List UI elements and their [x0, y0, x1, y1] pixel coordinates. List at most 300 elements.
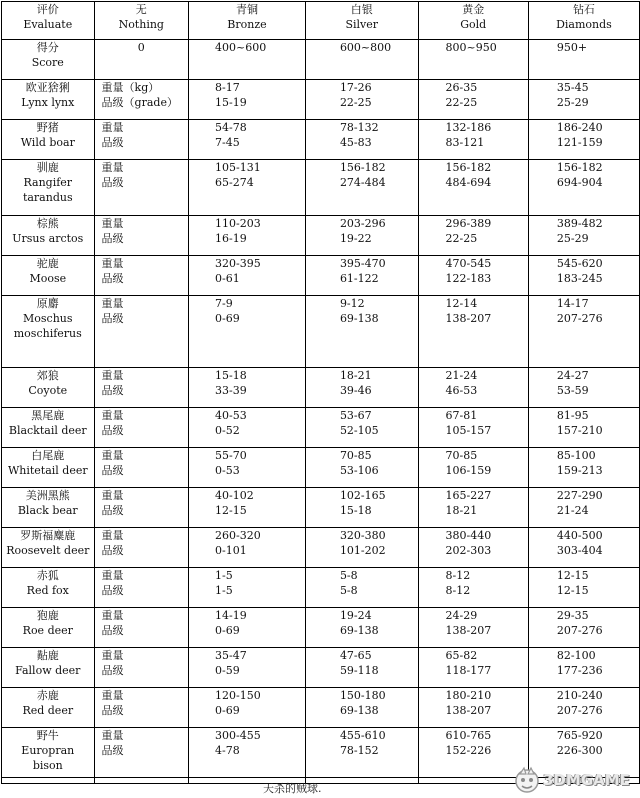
- table-row: [2, 528, 640, 568]
- diamonds-grade-range: 121-159: [556, 136, 603, 149]
- bronze-weight-range: 54-78: [215, 121, 247, 134]
- diamonds-weight-range: 156-182: [556, 161, 603, 174]
- silver-weight-range: 102-165: [339, 489, 386, 502]
- gold-grade-range: 46-53: [445, 384, 478, 397]
- grade-label: 品级: [101, 584, 124, 597]
- gold-weight-range: 380-440: [445, 529, 492, 542]
- bronze-weight-range: 105-131: [215, 161, 261, 174]
- diamonds-weight-range: 186-240: [556, 121, 603, 134]
- diamonds-cell: [528, 448, 639, 488]
- silver-cell: [305, 120, 418, 160]
- score-silver: 600~800: [305, 40, 418, 80]
- silver-weight-range: 18-21: [339, 369, 372, 382]
- diamonds-cell: [528, 608, 639, 648]
- animal-name-cn: 郊狼: [36, 369, 59, 382]
- weight-label: 重量: [101, 649, 124, 662]
- gold-weight-range: 65-82: [445, 649, 478, 662]
- bronze-grade-range: 16-19: [215, 232, 247, 245]
- silver-weight-range: 203-296: [339, 217, 386, 230]
- diamonds-weight-range: 35-45: [556, 81, 589, 94]
- animal-name-cn: 驼鹿: [36, 257, 59, 270]
- silver-grade-range: 101-202: [339, 544, 386, 557]
- silver-cell: [305, 408, 418, 448]
- bronze-grade-range: 0-53: [215, 464, 240, 477]
- bronze-cell: [189, 120, 306, 160]
- silver-weight-range: 5-8: [339, 569, 358, 582]
- gold-weight-range: 26-35: [445, 81, 478, 94]
- animal-name-black-bear: [2, 488, 95, 528]
- diamonds-cell: [528, 568, 639, 608]
- gold-weight-range: 70-85: [445, 449, 478, 462]
- animal-name-en: Coyote: [28, 384, 68, 397]
- diamonds-cell: [528, 648, 639, 688]
- bronze-grade-range: 1-5: [215, 584, 233, 597]
- score-nothing: 0: [94, 40, 188, 80]
- table-row: [2, 160, 640, 216]
- animal-name-europran-bison: [2, 728, 95, 784]
- silver-grade-range: 53-106: [339, 464, 379, 477]
- animal-name-en: Fallow deer: [15, 664, 81, 677]
- animal-name-cn: 黇鹿: [36, 649, 59, 662]
- diamonds-weight-range: 29-35: [556, 609, 589, 622]
- gold-weight-range: 165-227: [445, 489, 492, 502]
- grade-label: 品级: [101, 384, 124, 397]
- hunting-score-table: [1, 1, 640, 784]
- animal-name-cn: 原麝: [36, 297, 59, 310]
- gold-cell: [418, 488, 528, 528]
- diamonds-cell: [528, 296, 639, 368]
- silver-weight-range: 455-610: [339, 729, 386, 742]
- animal-name-en: Roosevelt deer: [6, 544, 90, 557]
- weight-label: 重量: [101, 489, 124, 502]
- silver-grade-range: 61-122: [339, 272, 379, 285]
- silver-cell: [305, 80, 418, 120]
- table-row: [2, 688, 640, 728]
- metric-labels: [94, 568, 188, 608]
- header-row: [2, 2, 640, 40]
- gold-weight-range: 470-545: [445, 257, 492, 270]
- gold-cell: [418, 216, 528, 256]
- metric-labels: [94, 728, 188, 784]
- gold-grade-range: 106-159: [445, 464, 492, 477]
- silver-cell: [305, 528, 418, 568]
- silver-cell: [305, 568, 418, 608]
- bronze-grade-range: 0-69: [215, 704, 240, 717]
- animal-name-en: Wild boar: [20, 136, 75, 149]
- diamonds-weight-range: 82-100: [556, 649, 596, 662]
- bronze-grade-range: 0-69: [215, 312, 240, 325]
- score-diamonds: 950+: [528, 40, 639, 80]
- animal-name-cn: 白尾鹿: [31, 449, 65, 462]
- silver-weight-range: 19-24: [339, 609, 372, 622]
- bronze-weight-range: 320-395: [215, 257, 261, 270]
- bronze-cell: [189, 160, 306, 216]
- bronze-cell: [189, 448, 306, 488]
- weight-label: 重量: [101, 121, 124, 134]
- diamonds-weight-range: 85-100: [556, 449, 596, 462]
- silver-grade-range: 45-83: [339, 136, 372, 149]
- animal-name-en: tarandus: [22, 191, 73, 204]
- bronze-cell: [189, 256, 306, 296]
- diamonds-grade-range: 207-276: [556, 312, 603, 325]
- metric-labels: [94, 160, 188, 216]
- gold-cell: [418, 688, 528, 728]
- animal-name-moschus-moschiferus: [2, 296, 95, 368]
- gold-grade-range: 18-21: [445, 504, 478, 517]
- animal-name-en: Red deer: [22, 704, 74, 717]
- diamonds-weight-range: 210-240: [556, 689, 603, 702]
- bronze-cell: [189, 728, 306, 784]
- table-row: [2, 488, 640, 528]
- diamonds-grade-range: 694-904: [556, 176, 603, 189]
- animal-name-en: moschiferus: [13, 327, 82, 340]
- silver-weight-range: 53-67: [339, 409, 372, 422]
- grade-label: 品级: [101, 136, 124, 149]
- gold-weight-range: 296-389: [445, 217, 492, 230]
- grade-label: 品级: [101, 544, 124, 557]
- animal-name-en: Blacktail deer: [8, 424, 87, 437]
- grade-label: 品级（grade）: [101, 96, 178, 109]
- grade-label: 品级: [101, 464, 124, 477]
- diamonds-grade-range: 157-210: [556, 424, 603, 437]
- header-diamonds: 钻石 Diamonds: [528, 2, 639, 40]
- score-gold: 800~950: [418, 40, 528, 80]
- diamonds-grade-range: 21-24: [556, 504, 589, 517]
- diamonds-weight-range: 440-500: [556, 529, 603, 542]
- table-row: [2, 648, 640, 688]
- bronze-grade-range: 7-45: [215, 136, 240, 149]
- animal-name-cn: 黑尾鹿: [31, 409, 65, 422]
- animal-name-cn: 棕熊: [36, 217, 59, 230]
- grade-label: 品级: [101, 504, 124, 517]
- bronze-cell: [189, 648, 306, 688]
- animal-name-cn: 野猪: [36, 121, 59, 134]
- animal-name-en: Whitetail deer: [7, 464, 88, 477]
- bronze-cell: [189, 216, 306, 256]
- diamonds-weight-range: 765-920: [556, 729, 603, 742]
- silver-weight-range: 320-380: [339, 529, 386, 542]
- diamonds-grade-range: 25-29: [556, 232, 589, 245]
- diamonds-cell: [528, 160, 639, 216]
- gold-weight-range: 156-182: [445, 161, 492, 174]
- diamonds-weight-range: 81-95: [556, 409, 589, 422]
- table-row: [2, 448, 640, 488]
- silver-weight-range: 395-470: [339, 257, 386, 270]
- silver-cell: [305, 648, 418, 688]
- footer-text: 天杀的贼球.: [263, 782, 322, 795]
- weight-label: 重量: [101, 297, 124, 310]
- diamonds-grade-range: 183-245: [556, 272, 603, 285]
- watermark: [510, 765, 636, 795]
- grade-label: 品级: [101, 424, 124, 437]
- header-silver: 白银 Silver: [305, 2, 418, 40]
- animal-name-rangifer-tarandus: [2, 160, 95, 216]
- animal-name-blacktail-deer: [2, 408, 95, 448]
- animal-name-cn: 美洲黑熊: [25, 489, 70, 502]
- silver-grade-range: 22-25: [339, 96, 372, 109]
- gold-grade-range: 138-207: [445, 312, 492, 325]
- silver-grade-range: 19-22: [339, 232, 372, 245]
- weight-label: 重量: [101, 161, 124, 174]
- gold-weight-range: 21-24: [445, 369, 478, 382]
- animal-name-coyote: [2, 368, 95, 408]
- gold-cell: [418, 568, 528, 608]
- animal-name-roosevelt-deer: [2, 528, 95, 568]
- diamonds-weight-range: 12-15: [556, 569, 589, 582]
- animal-name-cn: 罗斯福麋鹿: [20, 529, 76, 542]
- silver-cell: [305, 216, 418, 256]
- silver-grade-range: 59-118: [339, 664, 379, 677]
- silver-weight-range: 70-85: [339, 449, 372, 462]
- table-row: [2, 408, 640, 448]
- silver-cell: [305, 688, 418, 728]
- silver-grade-range: 15-18: [339, 504, 372, 517]
- silver-weight-range: 47-65: [339, 649, 372, 662]
- silver-grade-range: 69-138: [339, 312, 379, 325]
- diamonds-cell: [528, 216, 639, 256]
- gold-cell: [418, 448, 528, 488]
- grade-label: 品级: [101, 744, 124, 757]
- bronze-cell: [189, 688, 306, 728]
- gold-cell: [418, 256, 528, 296]
- grade-label: 品级: [101, 704, 124, 717]
- bronze-cell: [189, 488, 306, 528]
- gold-cell: [418, 648, 528, 688]
- bronze-cell: [189, 296, 306, 368]
- diamonds-cell: [528, 408, 639, 448]
- bronze-weight-range: 260-320: [215, 529, 261, 542]
- bronze-grade-range: 0-52: [215, 424, 240, 437]
- table-row: [2, 368, 640, 408]
- weight-label: 重量: [101, 257, 124, 270]
- bronze-weight-range: 110-203: [215, 217, 261, 230]
- header-evaluate: 评价 Evaluate: [2, 2, 95, 40]
- animal-name-en: bison: [32, 759, 63, 772]
- bronze-grade-range: 0-59: [215, 664, 240, 677]
- bronze-weight-range: 8-17: [215, 81, 240, 94]
- animal-name-en: Rangifer: [23, 176, 73, 189]
- silver-cell: [305, 256, 418, 296]
- silver-cell: [305, 160, 418, 216]
- score-label: 得分 Score: [2, 40, 95, 80]
- grade-label: 品级: [101, 272, 124, 285]
- metric-labels: [94, 688, 188, 728]
- bronze-weight-range: 300-455: [215, 729, 261, 742]
- bronze-cell: [189, 408, 306, 448]
- animal-name-fallow-deer: [2, 648, 95, 688]
- metric-labels: [94, 296, 188, 368]
- diamonds-cell: [528, 80, 639, 120]
- gold-grade-range: 8-12: [445, 584, 471, 597]
- table-row: [2, 80, 640, 120]
- silver-grade-range: 52-105: [339, 424, 379, 437]
- animal-name-red-fox: [2, 568, 95, 608]
- bronze-weight-range: 15-18: [215, 369, 247, 382]
- gold-weight-range: 67-81: [445, 409, 478, 422]
- diamonds-grade-range: 12-15: [556, 584, 589, 597]
- bronze-grade-range: 12-15: [215, 504, 247, 517]
- gold-grade-range: 138-207: [445, 704, 492, 717]
- gold-cell: [418, 608, 528, 648]
- gold-grade-range: 105-157: [445, 424, 492, 437]
- diamonds-grade-range: 303-404: [556, 544, 603, 557]
- bronze-grade-range: 0-69: [215, 624, 240, 637]
- silver-grade-range: 274-484: [339, 176, 386, 189]
- diamonds-cell: [528, 368, 639, 408]
- silver-cell: [305, 368, 418, 408]
- bronze-grade-range: 0-101: [215, 544, 247, 557]
- gold-cell: [418, 160, 528, 216]
- animal-name-en: Moose: [29, 272, 67, 285]
- weight-label: 重量: [101, 569, 124, 582]
- animal-name-en: Moschus: [23, 312, 73, 325]
- metric-labels: [94, 368, 188, 408]
- animal-name-lynx-lynx: [2, 80, 95, 120]
- animal-name-ursus-arctos: [2, 216, 95, 256]
- gold-weight-range: 12-14: [445, 297, 478, 310]
- silver-cell: [305, 296, 418, 368]
- diamonds-cell: [528, 120, 639, 160]
- animal-name-moose: [2, 256, 95, 296]
- bronze-weight-range: 7-9: [215, 297, 233, 310]
- weight-label: 重量: [101, 409, 124, 422]
- gold-weight-range: 610-765: [445, 729, 492, 742]
- animal-name-en: Roe deer: [22, 624, 73, 637]
- diamonds-grade-range: 207-276: [556, 704, 603, 717]
- animal-name-en: Europran: [21, 744, 75, 757]
- metric-labels: [94, 120, 188, 160]
- silver-weight-range: 150-180: [339, 689, 386, 702]
- grade-label: 品级: [101, 176, 124, 189]
- silver-grade-range: 69-138: [339, 704, 379, 717]
- header-gold: 黄金 Gold: [418, 2, 528, 40]
- gold-cell: [418, 296, 528, 368]
- silver-weight-range: 78-132: [339, 121, 379, 134]
- bronze-weight-range: 40-102: [215, 489, 254, 502]
- weight-label: 重量: [101, 609, 124, 622]
- diamonds-grade-range: 25-29: [556, 96, 589, 109]
- bronze-weight-range: 14-19: [215, 609, 247, 622]
- weight-label: 重量: [101, 529, 124, 542]
- header-bronze: 青铜 Bronze: [189, 2, 306, 40]
- metric-labels: [94, 408, 188, 448]
- animal-name-en: Lynx lynx: [21, 96, 75, 109]
- gold-grade-range: 202-303: [445, 544, 492, 557]
- bronze-cell: [189, 608, 306, 648]
- diamonds-cell: [528, 256, 639, 296]
- 3dm-logo-icon: [512, 765, 542, 795]
- gold-weight-range: 132-186: [445, 121, 492, 134]
- animal-name-wild-boar: [2, 120, 95, 160]
- diamonds-grade-range: 226-300: [556, 744, 603, 757]
- animal-name-roe-deer: [2, 608, 95, 648]
- silver-grade-range: 5-8: [339, 584, 358, 597]
- diamonds-weight-range: 227-290: [556, 489, 603, 502]
- metric-labels: [94, 448, 188, 488]
- silver-grade-range: 39-46: [339, 384, 372, 397]
- gold-grade-range: 138-207: [445, 624, 492, 637]
- animal-name-cn: 驯鹿: [36, 161, 59, 174]
- bronze-weight-range: 120-150: [215, 689, 261, 702]
- diamonds-grade-range: 159-213: [556, 464, 603, 477]
- diamonds-cell: [528, 528, 639, 568]
- animal-name-cn: 赤狐: [36, 569, 59, 582]
- grade-label: 品级: [101, 312, 124, 325]
- diamonds-cell: [528, 688, 639, 728]
- bronze-weight-range: 35-47: [215, 649, 247, 662]
- metric-labels: [94, 528, 188, 568]
- animal-name-en: Ursus arctos: [12, 232, 84, 245]
- diamonds-weight-range: 389-482: [556, 217, 603, 230]
- gold-cell: [418, 408, 528, 448]
- bronze-cell: [189, 80, 306, 120]
- gold-grade-range: 22-25: [445, 232, 478, 245]
- bronze-weight-range: 1-5: [215, 569, 233, 582]
- animal-name-cn: 赤鹿: [36, 689, 59, 702]
- table-row: [2, 256, 640, 296]
- weight-label: 重量: [101, 217, 124, 230]
- gold-cell: [418, 368, 528, 408]
- bronze-weight-range: 55-70: [215, 449, 247, 462]
- score-bronze: 400~600: [189, 40, 306, 80]
- gold-weight-range: 8-12: [445, 569, 471, 582]
- animal-name-red-deer: [2, 688, 95, 728]
- gold-grade-range: 83-121: [445, 136, 485, 149]
- grade-label: 品级: [101, 664, 124, 677]
- diamonds-weight-range: 14-17: [556, 297, 589, 310]
- weight-label: 重量: [101, 369, 124, 382]
- bronze-grade-range: 15-19: [215, 96, 247, 109]
- silver-grade-range: 78-152: [339, 744, 379, 757]
- bronze-weight-range: 40-53: [215, 409, 247, 422]
- weight-label: 重量（kg）: [101, 81, 160, 94]
- gold-cell: [418, 528, 528, 568]
- bronze-grade-range: 33-39: [215, 384, 247, 397]
- silver-cell: [305, 728, 418, 784]
- silver-cell: [305, 448, 418, 488]
- table-row: [2, 296, 640, 368]
- animal-name-en: Black bear: [17, 504, 78, 517]
- metric-labels: [94, 648, 188, 688]
- gold-grade-range: 122-183: [445, 272, 492, 285]
- diamonds-grade-range: 53-59: [556, 384, 589, 397]
- gold-cell: [418, 120, 528, 160]
- gold-weight-range: 24-29: [445, 609, 478, 622]
- diamonds-grade-range: 207-276: [556, 624, 603, 637]
- bronze-grade-range: 65-274: [215, 176, 254, 189]
- bronze-cell: [189, 528, 306, 568]
- table-row: [2, 568, 640, 608]
- bronze-cell: [189, 368, 306, 408]
- grade-label: 品级: [101, 624, 124, 637]
- animal-name-cn: 野牛: [36, 729, 59, 742]
- bronze-grade-range: 4-78: [215, 744, 240, 757]
- metric-labels: [94, 256, 188, 296]
- silver-weight-range: 156-182: [339, 161, 386, 174]
- bronze-grade-range: 0-61: [215, 272, 240, 285]
- animal-name-en: Red fox: [26, 584, 69, 597]
- gold-weight-range: 180-210: [445, 689, 492, 702]
- weight-label: 重量: [101, 449, 124, 462]
- watermark-text: 3DMGAME: [543, 771, 630, 789]
- silver-weight-range: 17-26: [339, 81, 372, 94]
- weight-label: 重量: [101, 729, 124, 742]
- animal-name-whitetail-deer: [2, 448, 95, 488]
- bronze-cell: [189, 568, 306, 608]
- metric-labels: [94, 80, 188, 120]
- animal-name-cn: 狍鹿: [36, 609, 59, 622]
- gold-grade-range: 118-177: [445, 664, 492, 677]
